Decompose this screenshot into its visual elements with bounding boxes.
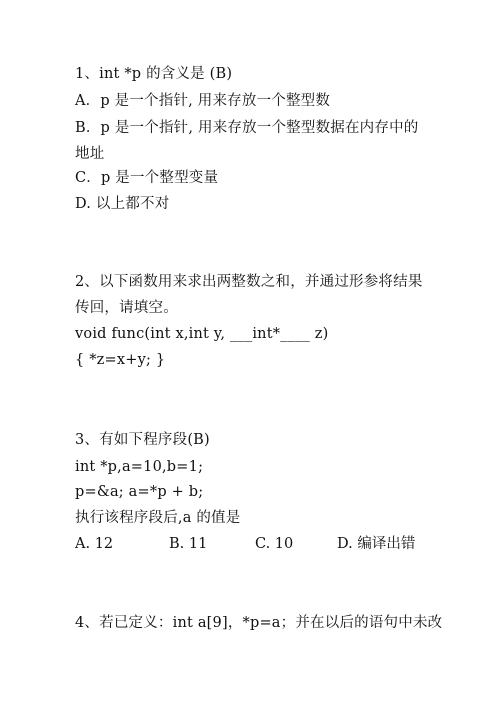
q2-code-line2: { *z=x+y; } — [75, 352, 166, 368]
q3-code-line1: int *p,a=10,b=1; — [75, 459, 204, 475]
q3-question: 执行该程序段后,a 的值是 — [75, 510, 241, 526]
q3-code-line2: p=&a; a=*p + b; — [75, 484, 204, 500]
q3-option-c: C. 10 — [255, 536, 294, 552]
q2-code-line1: void func(int x,int y, ___int*____ z) — [75, 326, 329, 342]
q3-option-b: B. 11 — [169, 536, 208, 552]
q2-stem-line2: 传回，请填空。 — [75, 300, 178, 316]
q3-stem: 3、有如下程序段(B) — [75, 432, 210, 448]
q2-stem-line1: 2、以下函数用来求出两整数之和，并通过形参将结果 — [75, 274, 423, 290]
q1-option-a: A．p 是一个指针, 用来存放一个整型数 — [75, 93, 331, 109]
q1-option-b-cont: 地址 — [75, 146, 105, 162]
q3-option-d: D. 编译出错 — [337, 536, 416, 552]
q1-option-c: C．p 是一个整型变量 — [75, 170, 219, 186]
q4-stem: 4、若已定义：int a[9]，*p=a；并在以后的语句中未改 — [75, 615, 443, 631]
q3-option-a: A. 12 — [75, 536, 114, 552]
q1-stem: 1、int *p 的含义是 (B) — [75, 66, 233, 82]
q1-option-d: D. 以上都不对 — [75, 196, 170, 212]
q1-option-b: B．p 是一个指针, 用来存放一个整型数据在内存中的 — [75, 120, 419, 136]
